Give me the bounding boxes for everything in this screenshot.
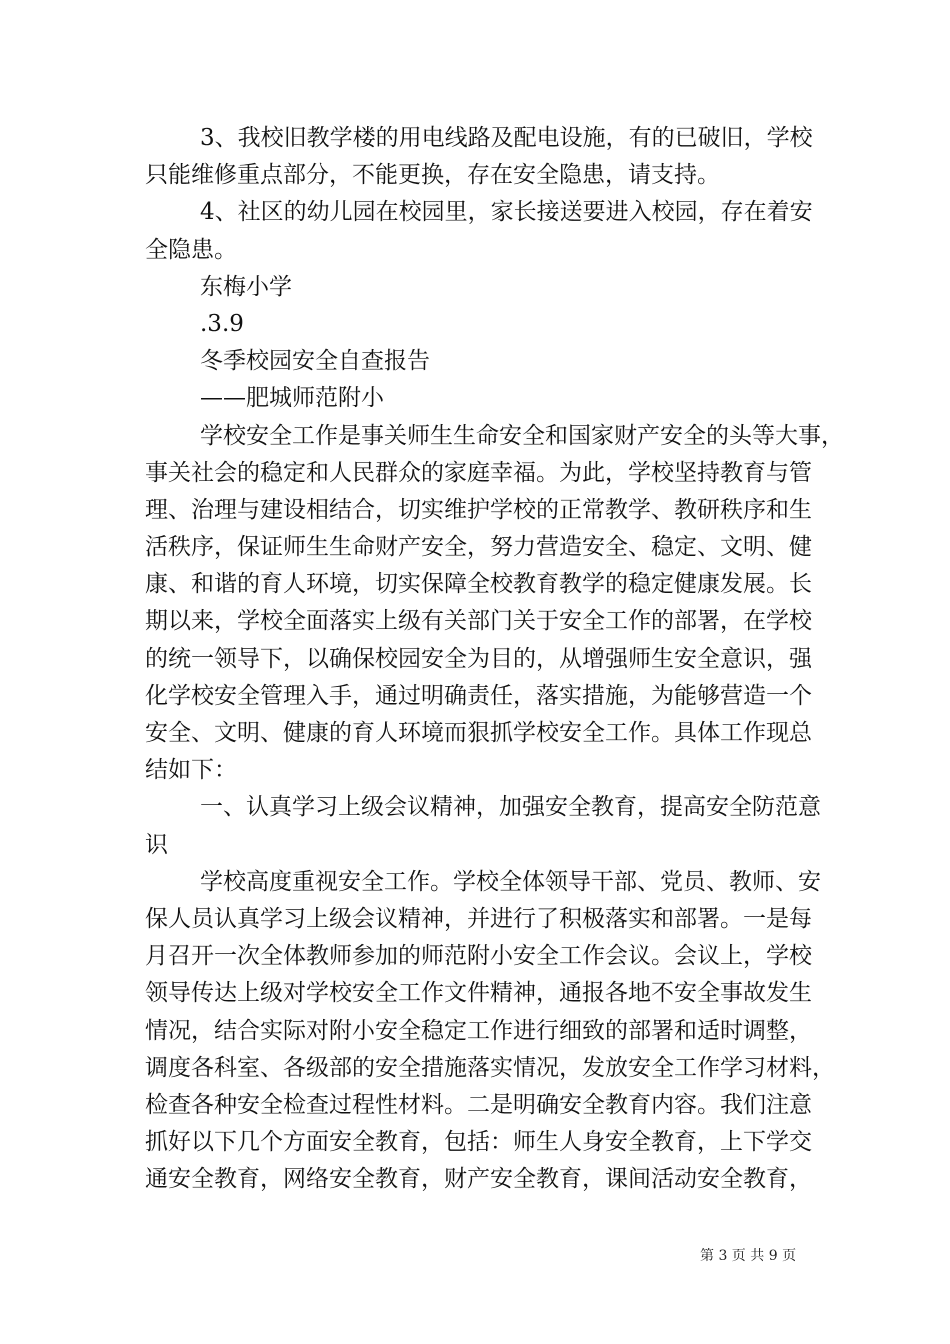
text-line: 一、认真学习上级会议精神，加强安全教育，提高安全防范意: [200, 794, 821, 821]
text-line: 4、社区的幼儿园在校园里，家长接送要进入校园，存在着安: [200, 199, 813, 226]
text-line: 保人员认真学习上级会议精神，并进行了积极落实和部署。一是每: [145, 905, 812, 932]
page-number: 第 3 页 共 9 页: [700, 1248, 797, 1264]
document-body: [145, 120, 844, 1198]
text-line: 的统一领导下，以确保校园安全为目的，从增强师生安全意识，强: [145, 645, 812, 672]
text-line: 学校安全工作是事关师生生命安全和国家财产安全的头等大事，: [200, 422, 844, 449]
text-line: 理、治理与建设相结合，切实维护学校的正常教学、教研秩序和生: [145, 496, 812, 523]
text-line: 领导传达上级对学校安全工作文件精神，通报各地不安全事故发生: [145, 980, 812, 1007]
text-line: 调度各科室、各级部的安全措施落实情况，发放安全工作学习材料，: [145, 1054, 835, 1081]
text-line: 活秩序，保证师生生命财产安全，努力营造安全、稳定、文明、健: [145, 534, 812, 561]
text-line: .3.9: [200, 310, 244, 337]
text-line: 全隐患。: [145, 236, 237, 263]
text-line: ——肥城师范附小: [200, 385, 384, 412]
text-line: 康、和谐的育人环境，切实保障全校教育教学的稳定健康发展。长: [145, 571, 812, 598]
text-line: 东梅小学: [200, 273, 292, 300]
text-line: 只能维修重点部分，不能更换，存在安全隐患，请支持。: [145, 162, 720, 189]
text-line: 冬季校园安全自查报告: [200, 348, 430, 375]
text-line: 检查各种安全检查过程性材料。二是明确安全教育内容。我们注意: [145, 1091, 812, 1118]
text-line: 通安全教育，网络安全教育，财产安全教育，课间活动安全教育，: [145, 1166, 812, 1193]
text-line: 事关社会的稳定和人民群众的家庭幸福。为此，学校坚持教育与管: [145, 459, 812, 486]
text-line: 识: [145, 831, 168, 858]
text-line: 安全、文明、健康的育人环境而狠抓学校安全工作。具体工作现总: [145, 720, 812, 746]
text-line: 期以来，学校全面落实上级有关部门关于安全工作的部署，在学校: [145, 608, 812, 635]
text-line: 抓好以下几个方面安全教育，包括：师生人身安全教育，上下学交: [145, 1129, 812, 1156]
text-line: 3、我校旧教学楼的用电线路及配电设施，有的已破旧，学校: [200, 125, 813, 151]
text-line: 月召开一次全体教师参加的师范附小安全工作会议。会议上，学校: [145, 943, 812, 970]
text-line: 学校高度重视安全工作。学校全体领导干部、党员、教师、安: [200, 868, 821, 895]
text-line: 情况，结合实际对附小安全稳定工作进行细致的部署和适时调整，: [145, 1017, 812, 1044]
text-line: 结如下：: [145, 757, 237, 784]
text-line: 化学校安全管理入手，通过明确责任，落实措施，为能够营造一个: [145, 682, 812, 709]
